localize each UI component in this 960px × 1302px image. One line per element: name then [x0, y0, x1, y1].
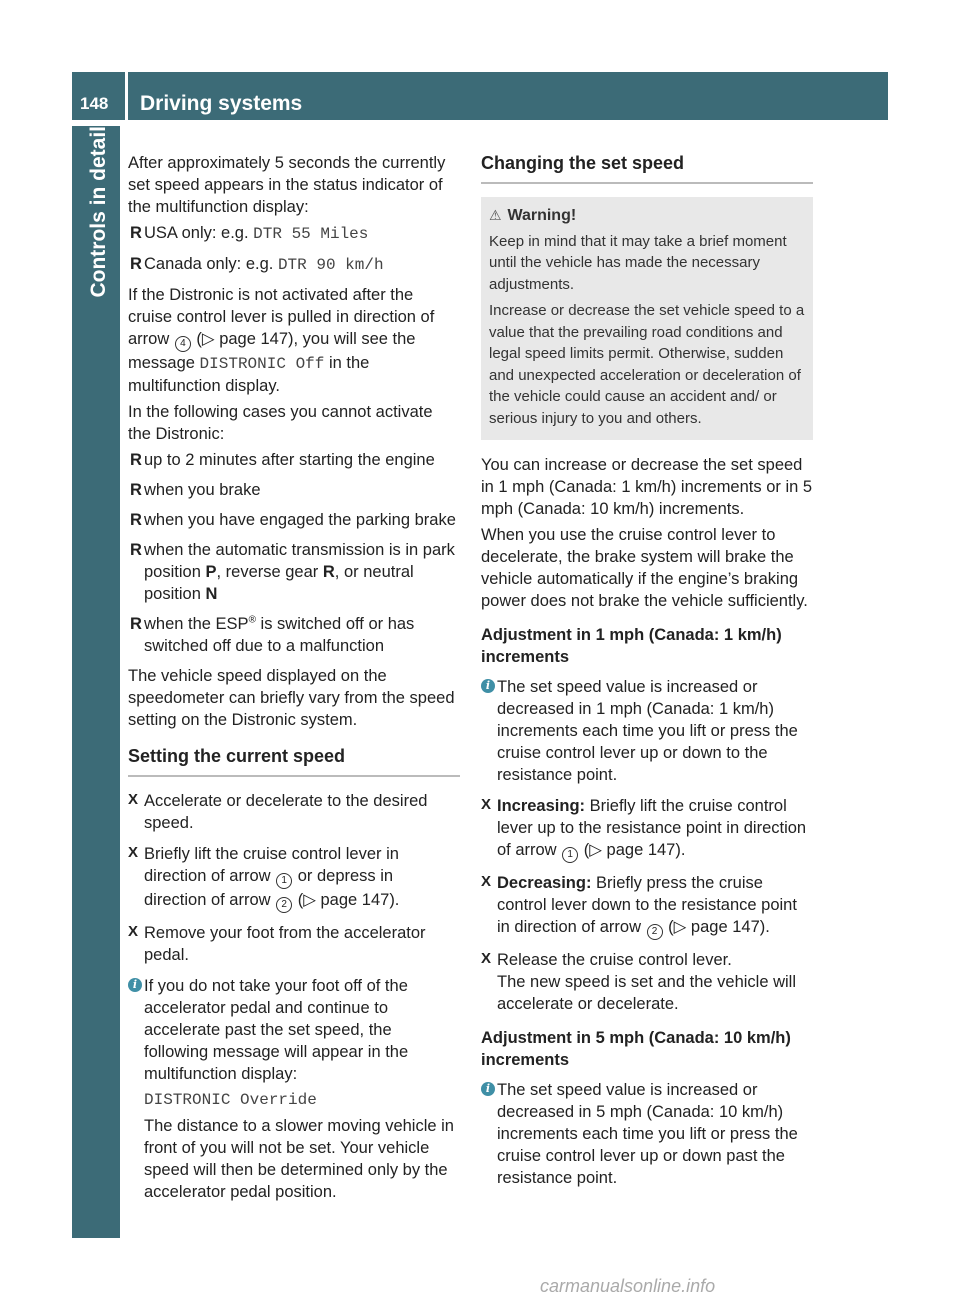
step-arrow-icon: X [481, 796, 492, 813]
step-item: X Decreasing: Briefly press the cruise control lever down to the resistance point in direction of arrow 2 (▷ page 147). [481, 872, 813, 940]
right-column [481, 152, 813, 1198]
list-item: R up to 2 minutes after starting the engine [130, 451, 435, 469]
info-note: i The set speed value is increased or decreased in 1 mph (Canada: 1 km/h) increments each time you lift or press the cruise control lever up or down to the resistance point. [481, 676, 813, 786]
display-text: DISTRONIC Off [199, 355, 325, 373]
step-item: X Remove your foot from the accelerator pedal. [128, 923, 426, 964]
step-arrow-icon: X [128, 791, 139, 808]
warning-title: ⚠ Warning! [489, 205, 805, 227]
list-item: R when you have engaged the parking brake [130, 511, 456, 529]
warning-icon: ⚠ [489, 207, 502, 223]
brake-paragraph: When you use the cruise control lever to decelerate, the brake system will brake the vehicle automatically if the engine’s braking power does not brake the vehicle sufficiently. [481, 526, 808, 610]
cases-intro: In the following cases you cannot activate the Distronic: [128, 403, 433, 443]
not-activated-paragraph: If the Distronic is not activated after the cruise control lever is pulled in direction of arrow 4 (▷ page 147), you will see the message DISTRONIC Off in the multifunction display. [128, 286, 435, 395]
section-title: Changing the set speed [481, 152, 813, 184]
info-icon: i [128, 978, 142, 992]
watermark: carmanualsonline.info [540, 1276, 716, 1296]
step-arrow-icon: X [481, 950, 492, 967]
step-arrow-icon: X [128, 844, 139, 861]
info-icon: i [481, 679, 495, 693]
list-item: R Canada only: e.g. DTR 90 km/h [130, 255, 384, 274]
page-number: 148 [80, 94, 109, 113]
side-tab-label: Controls in detail [87, 126, 110, 298]
list-item: R when you brake [130, 481, 261, 499]
header-divider [125, 72, 128, 120]
step-item: X Release the cruise control lever. The new speed is set and the vehicle will accelerate or decelerate. [481, 950, 796, 1013]
list-item: R when the ESP® is switched off or has switched off due to a malfunction [130, 614, 415, 655]
step-arrow-icon: X [128, 923, 139, 940]
list-item: R when the automatic transmission is in park position P, reverse gear R, or neutral position N [130, 541, 455, 603]
info-note: i If you do not take your foot off of the accelerator pedal and continue to accelerate past the set speed, the following message will appear in the multifunction display: DISTRONIC Override The distance to a slower moving vehicle in front of you will not be set. Your vehicle speed will then be determined only by the accelerator pedal position. [128, 975, 460, 1203]
arrow-number-4: 4 [175, 336, 191, 352]
increments-paragraph: You can increase or decrease the set speed in 1 mph (Canada: 1 km/h) increments or in 5 mph (Canada: 10 km/h) increments. [481, 456, 813, 518]
step-arrow-icon: X [481, 873, 492, 890]
step-item: X Accelerate or decelerate to the desired speed. [128, 791, 428, 832]
speedometer-paragraph: The vehicle speed displayed on the speedometer can briefly vary from the speed setting on the Distronic system. [128, 667, 455, 729]
warning-box: ⚠ Warning! Keep in mind that it may take a brief moment until the vehicle has made the necessary adjustments. Increase or decrease the set vehicle speed to a value that the prevailing road conditions and legal speed limits permit. Otherwise, sudden and unexpected acceleration or deceleration of the vehicle could cause an accident and/ or serious injury to you and others. [481, 197, 813, 440]
section-title: Setting the current speed [128, 745, 460, 777]
display-text: DISTRONIC Override [144, 1091, 317, 1109]
display-text: DTR 55 Miles [253, 225, 369, 243]
info-note: i The set speed value is increased or decreased in 5 mph (Canada: 10 km/h) increments each time you lift or press the cruise control lever up or down past the resistance point. [481, 1079, 813, 1189]
list-item: R USA only: e.g. DTR 55 Miles [130, 224, 369, 243]
bullet-marker: R [130, 255, 142, 273]
subheading: Adjustment in 5 mph (Canada: 10 km/h) increments [481, 1029, 791, 1069]
left-column [128, 152, 460, 1212]
intro-paragraph: After approximately 5 seconds the currently set speed appears in the status indicator of the multifunction display: [128, 154, 446, 216]
info-icon: i [481, 1082, 495, 1096]
step-item: X Increasing: Briefly lift the cruise control lever up to the resistance point in direction of arrow 1 (▷ page 147). [481, 795, 813, 863]
side-tab-label-wrap [84, 126, 114, 706]
step-item: X Briefly lift the cruise control lever in direction of arrow 1 or depress in direction of arrow 2 (▷ page 147). [128, 843, 460, 913]
subheading: Adjustment in 1 mph (Canada: 1 km/h) increments [481, 626, 782, 666]
chapter-title: Driving systems [140, 92, 303, 115]
display-text: DTR 90 km/h [277, 256, 384, 274]
bullet-marker: R [130, 224, 142, 242]
